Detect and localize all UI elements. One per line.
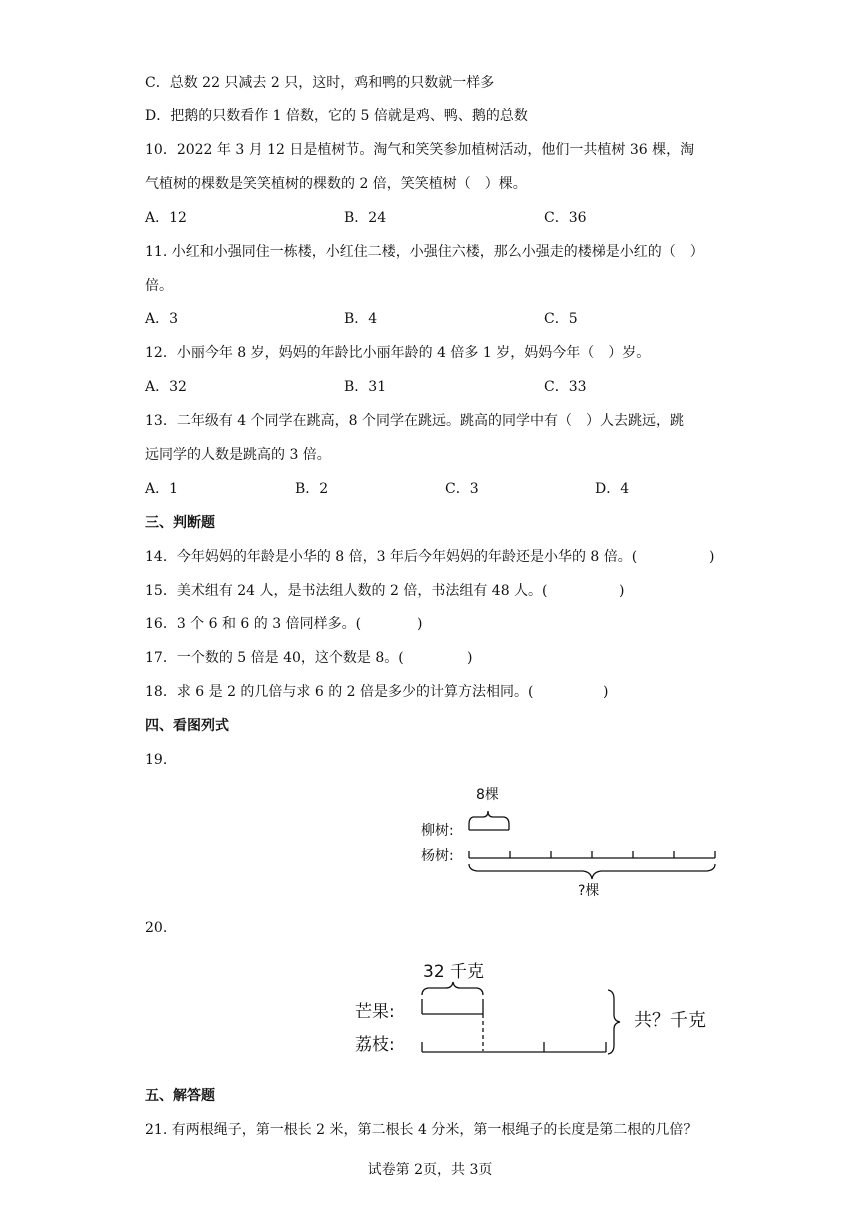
option-c-line: C．总数 22 只减去 2 只，这时，鸡和鸭的只数就一样多: [145, 75, 495, 91]
q20-right-brace: [608, 990, 620, 1054]
question-16: 16．3 个 6 和 6 的 3 倍同样多。(: [145, 616, 362, 632]
page-footer: 试卷第 2页，共 3页: [367, 1162, 493, 1178]
q19-top-label: 8棵: [476, 787, 499, 803]
q19-bottom-brace: [469, 864, 715, 879]
option-d-line: D．把鹅的只数看作 1 倍数，它的 5 倍就是鸡、鸭、鹅的总数: [145, 108, 528, 124]
q19-row2-label: 杨树:: [421, 848, 454, 864]
q13-option-d[interactable]: D．4: [595, 481, 630, 497]
question-14: 14．今年妈妈的年龄是小华的 8 倍，3 年后今年妈妈的年龄还是小华的 8 倍。(: [145, 549, 638, 565]
question-15: 15．美术组有 24 人，是书法组人数的 2 倍，书法组有 48 人。(: [145, 583, 548, 599]
q20-diagram: [350, 955, 730, 1065]
question-17: 17．一个数的 5 倍是 40，这个数是 8。(: [145, 650, 404, 666]
q10-option-a[interactable]: A．12: [145, 210, 187, 226]
question-18: 18．求 6 是 2 的几倍与求 6 的 2 倍是多少的计算方法相同。(: [145, 684, 534, 700]
q19-bottom-label: ?棵: [578, 883, 600, 899]
q11-option-c[interactable]: C．5: [544, 311, 578, 327]
question-19-number: 19.: [145, 752, 168, 768]
question-21: 21. 有两根绳子，第一根长 2 米，第二根长 4 分米，第一根绳子的长度是第二根的几倍？: [145, 1122, 698, 1138]
q19-row1-label: 柳树:: [421, 823, 454, 839]
q20-top-label: 32 千克: [423, 962, 485, 982]
q16-answer-paren[interactable]: ): [417, 616, 423, 632]
q20-top-brace: [422, 982, 483, 995]
q19-diagram: [415, 780, 735, 905]
q10-option-b[interactable]: B．24: [344, 210, 387, 226]
q12-option-b[interactable]: B．31: [344, 379, 387, 395]
section-heading-answer: 五、解答题: [145, 1088, 215, 1104]
q11-option-a[interactable]: A．3: [145, 311, 179, 327]
question-10-line2: 气植树的棵数是笑笑植树的棵数的 2 倍，笑笑植树（ ）棵。: [145, 176, 527, 192]
q19-top-brace: [469, 811, 509, 824]
question-13-line2: 远同学的人数是跳高的 3 倍。: [145, 447, 331, 463]
q15-answer-paren[interactable]: ): [619, 583, 625, 599]
q12-option-c[interactable]: C．33: [544, 379, 587, 395]
section-heading-diagram: 四、看图列式: [145, 718, 229, 734]
q19-poplar-ticks: [469, 851, 715, 858]
q13-option-c[interactable]: C．3: [445, 481, 479, 497]
q18-answer-paren[interactable]: ): [603, 684, 609, 700]
q14-answer-paren[interactable]: ): [709, 549, 715, 565]
q12-option-a[interactable]: A．32: [145, 379, 187, 395]
question-20-number: 20.: [145, 920, 168, 936]
question-13-line1: 13．二年级有 4 个同学在跳高，8 个同学在跳远。跳高的同学中有（ ）人去跳远，跳: [145, 413, 684, 429]
q13-option-a[interactable]: A．1: [145, 481, 179, 497]
q20-total-label: 共？千克: [634, 1010, 706, 1031]
q20-row2-label: 荔枝:: [355, 1035, 395, 1055]
q17-answer-paren[interactable]: ): [467, 650, 473, 666]
q11-option-b[interactable]: B．4: [344, 311, 378, 327]
q13-option-b[interactable]: B．2: [295, 481, 329, 497]
q20-row1-label: 芒果:: [355, 1002, 395, 1022]
q20-lychee-ticks: [422, 1042, 606, 1052]
question-11-line1: 11. 小红和小强同住一栋楼，小红住二楼，小强住六楼，那么小强走的楼梯是小红的（ ）: [145, 244, 704, 260]
section-heading-judge: 三、判断题: [145, 515, 215, 531]
question-11-line2: 倍。: [145, 278, 173, 294]
question-10-line1: 10．2022 年 3 月 12 日是植树节。淘气和笑笑参加植树活动，他们一共植树 36 棵，淘: [145, 142, 695, 158]
q10-option-c[interactable]: C．36: [544, 210, 587, 226]
question-12-line: 12．小丽今年 8 岁，妈妈的年龄比小丽年龄的 4 倍多 1 岁，妈妈今年（ ）岁。: [145, 345, 651, 361]
